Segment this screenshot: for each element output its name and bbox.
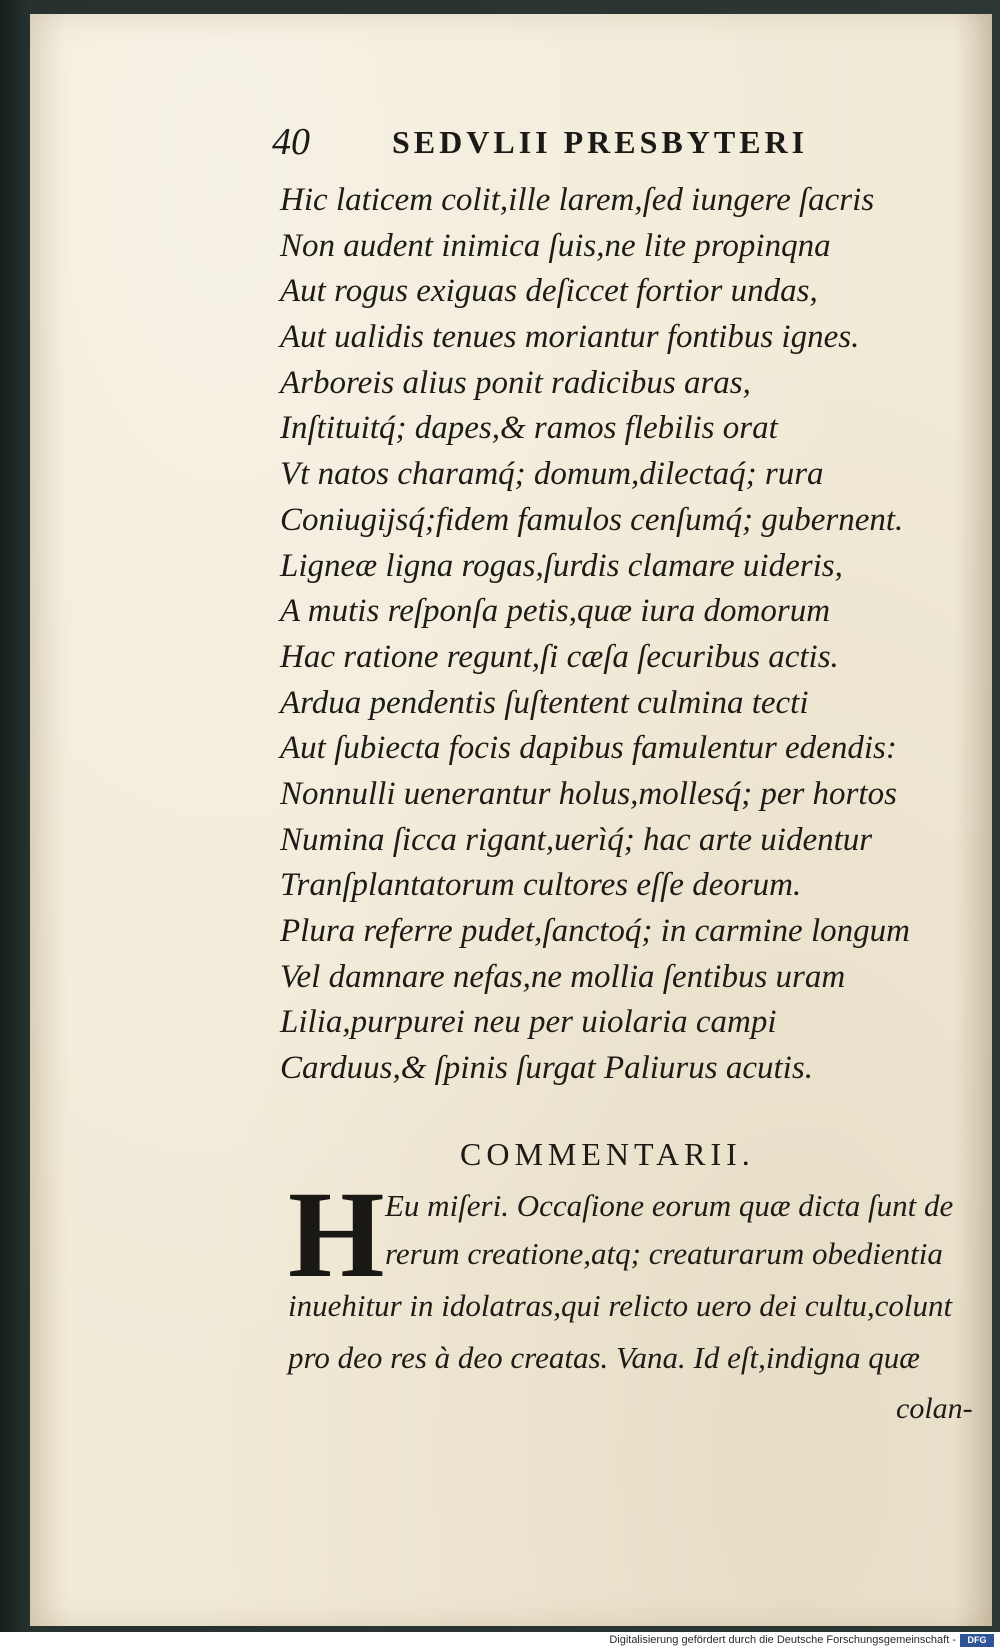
verse-line: Numina ſicca rigant,uerìq́; hac arte uidentur [280,821,873,858]
verse-line: Aut rogus exiguas deſiccet fortior undas, [280,273,818,310]
dfg-logo: DFG [960,1634,994,1647]
verse-line: Carduus,& ſpinis ſurgat Paliurus acutis. [280,1050,813,1087]
verse-line: Ligneæ ligna rogas,ſurdis clamare uideris, [280,547,843,584]
verse-line: Ardua pendentis ſuſtentent culmina tecti [280,684,809,721]
verse-line: Inſtituitq́; dapes,& ramos flebilis orat [280,410,778,447]
verse-block [280,178,920,1092]
verse-line: Lilia,purpurei neu per uiolaria campi [280,1004,777,1041]
commentary-line: rerum creatione,atq; creaturarum obedientia [385,1236,943,1271]
running-title: SEDVLII PRESBYTERI [392,124,809,160]
catchword: colan- [896,1392,973,1425]
verse-line: Vel damnare nefas,ne mollia ſentibus uram [280,958,846,995]
page-header [272,118,872,168]
commentary-line: inuehitur in idolatras,qui relicto uero dei cultu,colunt [288,1288,953,1323]
commentary-line: pro deo res à deo creatas. Vana. Id eſt,indigna quæ [288,1340,920,1375]
verse-line: Tranſplantatorum cultores eſſe deorum. [280,867,802,904]
verse-line: Hic laticem colit,ille larem,ſed iungere ſacris [280,182,875,218]
verse-line: A mutis reſponſa petis,quæ iura domorum [280,593,831,630]
verse-line: Vt natos charamq́; domum,dilectaq́; rura [280,456,824,493]
commentary-line: Eu miſeri. Occaſione eorum quæ dicta ſunt de [385,1188,954,1223]
verse-line: Coniugijsq́;fidem famulos cenſumq́; gubernent. [280,501,904,538]
verse-line: Aut ſubiecta focis dapibus famulentur edendis: [280,730,897,767]
verse-line: Plura referre pudet,ſanctoq́; in carmine longum [280,913,910,949]
drop-cap: H [288,1166,385,1303]
verse-line: Hac ratione regunt,ſi cæſa ſecuribus actis. [280,638,839,675]
funding-credit: Digitalisierung gefördert durch die Deutsche Forschungsgemeinschaft - [609,1634,956,1646]
verse-line: Nonnulli uenerantur holus,mollesq́; per hortos [280,775,897,812]
page-number: 40 [272,121,310,163]
verse-line: Arboreis alius ponit radicibus aras, [280,364,751,401]
commentary-block [288,1166,988,1450]
verse-line: Aut ualidis tenues moriantur fontibus ignes. [280,319,860,356]
commentary-heading: COMMENTARII. [460,1136,755,1172]
verse-line: Non audent inimica ſuis,ne lite propinqna [280,227,831,264]
